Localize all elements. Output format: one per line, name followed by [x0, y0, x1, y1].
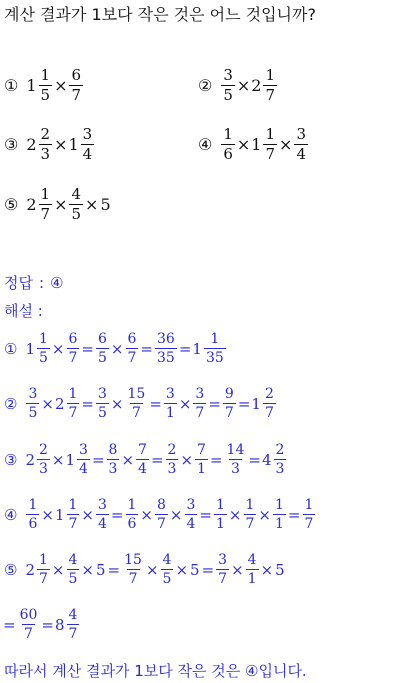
numerator: 3	[79, 442, 88, 458]
denominator: 5	[68, 571, 78, 587]
denominator: 5	[162, 571, 172, 587]
fraction	[273, 498, 286, 531]
times-sign: ×	[228, 505, 242, 524]
numerator: 7	[197, 442, 206, 458]
equals-sign: =	[248, 450, 261, 469]
equals-sign: =	[209, 450, 223, 469]
equals-sign: =	[199, 505, 212, 524]
fraction	[67, 332, 80, 365]
numerator: 1	[28, 497, 38, 513]
denominator: 7	[24, 626, 33, 642]
denominator: 4	[138, 461, 147, 477]
mixed-whole: 2	[25, 450, 35, 469]
times-sign: ×	[140, 505, 153, 524]
option-1	[4, 68, 84, 103]
equals-sign: =	[110, 505, 124, 524]
item-number: ⑤	[4, 560, 18, 579]
denominator: 6	[28, 516, 38, 532]
denominator: 7	[68, 405, 78, 421]
numerator: 1	[39, 331, 48, 347]
solution-3	[4, 443, 287, 476]
solution-2	[4, 387, 277, 420]
fraction	[122, 553, 144, 586]
fraction	[39, 68, 53, 103]
denominator: 7	[39, 571, 48, 587]
fraction	[18, 608, 40, 641]
denominator: 3	[39, 461, 48, 477]
numerator: 3	[98, 497, 107, 513]
fraction	[67, 608, 80, 641]
numerator: 2	[40, 125, 51, 143]
fraction	[185, 498, 198, 531]
denominator: 6	[223, 145, 233, 163]
denominator: 7	[224, 405, 234, 421]
fraction	[263, 68, 277, 103]
numerator: 4	[247, 552, 257, 568]
denominator: 7	[40, 205, 51, 223]
times-sign: ×	[180, 450, 194, 469]
solution-4	[4, 498, 316, 531]
answer-value: ④	[50, 273, 64, 292]
times-sign: ×	[110, 394, 124, 413]
times-sign: ×	[54, 135, 68, 154]
numerator: 1	[304, 497, 314, 513]
solution-5	[4, 553, 286, 586]
solution-1	[4, 332, 227, 365]
option-4	[198, 127, 309, 162]
numerator: 1	[265, 125, 276, 143]
question-text: 계산 결과가 1보다 작은 것은 어느 것입니까?	[4, 5, 316, 24]
fraction	[221, 68, 235, 103]
numerator: 15	[127, 386, 146, 402]
times-sign: ×	[51, 560, 65, 579]
option-5	[4, 187, 112, 222]
denominator: 7	[265, 145, 276, 163]
fraction	[161, 553, 174, 586]
numerator: 1	[245, 497, 255, 513]
times-sign: ×	[81, 505, 94, 524]
equals-sign: =	[140, 339, 153, 358]
denominator: 5	[28, 405, 38, 421]
numerator: 1	[210, 331, 220, 347]
numerator: 2	[167, 442, 177, 458]
number: 5	[190, 560, 200, 579]
times-sign: ×	[236, 135, 251, 154]
item-number: ③	[4, 135, 19, 154]
numerator: 3	[296, 125, 306, 143]
numerator: 6	[98, 331, 107, 347]
option-3	[4, 127, 95, 162]
numerator: 6	[68, 331, 78, 347]
denominator: 4	[186, 516, 196, 532]
fraction	[37, 443, 50, 476]
numerator: 6	[71, 66, 82, 84]
denominator: 7	[68, 350, 78, 366]
numerator: 14	[226, 442, 245, 458]
equals-sign: =	[91, 450, 105, 469]
conclusion-text: 따라서 계산 결과가 1보다 작은 것은 ④입니다.	[4, 662, 307, 680]
times-sign: ×	[169, 505, 183, 524]
fraction	[26, 498, 39, 531]
mixed-whole: 1	[26, 76, 37, 95]
times-sign: ×	[85, 195, 99, 214]
denominator: 1	[197, 461, 206, 477]
denominator: 7	[68, 626, 78, 642]
denominator: 6	[127, 516, 137, 532]
denominator: 4	[79, 461, 88, 477]
denominator: 5	[39, 350, 48, 366]
times-sign: ×	[110, 339, 124, 358]
fraction	[77, 443, 90, 476]
number: 5	[275, 560, 285, 579]
fraction	[107, 443, 120, 476]
denominator: 3	[275, 461, 285, 477]
denominator: 4	[82, 145, 93, 163]
equals-sign: =	[178, 339, 192, 358]
fraction	[126, 387, 148, 420]
mixed-whole: 2	[54, 394, 65, 413]
numerator: 3	[218, 552, 228, 568]
mixed-whole: 2	[26, 135, 37, 154]
number: 5	[100, 195, 111, 214]
times-sign: ×	[51, 339, 65, 358]
fraction	[303, 498, 316, 531]
numerator: 1	[216, 497, 225, 513]
equals-sign: =	[201, 560, 215, 579]
mixed-whole: 1	[192, 339, 202, 358]
times-sign: ×	[279, 135, 293, 154]
fraction	[126, 498, 139, 531]
denominator: 3	[108, 461, 118, 477]
fraction	[164, 387, 177, 420]
numerator: 1	[127, 497, 137, 513]
fraction	[294, 127, 308, 162]
numerator: 3	[195, 386, 205, 402]
numerator: 9	[224, 386, 234, 402]
denominator: 4	[296, 145, 306, 163]
answer-label: 정답	[4, 274, 33, 292]
fraction	[155, 332, 177, 365]
fraction	[263, 387, 276, 420]
fraction	[274, 443, 287, 476]
fraction	[246, 553, 259, 586]
fraction	[67, 498, 80, 531]
numerator: 1	[40, 185, 51, 203]
denominator: 7	[157, 516, 166, 532]
equals-sign: =	[149, 394, 162, 413]
fraction	[26, 387, 39, 420]
item-number: ①	[4, 339, 18, 358]
mixed-whole: 1	[25, 339, 35, 358]
numerator: 3	[28, 386, 38, 402]
fraction	[221, 127, 235, 162]
denominator: 7	[71, 86, 82, 104]
denominator: 5	[40, 86, 51, 104]
answer-separator: :	[38, 273, 45, 292]
fraction	[136, 443, 149, 476]
fraction	[166, 443, 179, 476]
mixed-whole: 1	[65, 450, 76, 469]
answer-line	[4, 272, 64, 293]
times-sign: ×	[145, 560, 159, 579]
times-sign: ×	[231, 560, 244, 579]
equals-sign: =	[237, 394, 251, 413]
times-sign: ×	[81, 560, 94, 579]
mixed-whole: 2	[25, 560, 35, 579]
denominator: 7	[128, 571, 138, 587]
explanation-label: 해설 :	[4, 302, 43, 320]
times-sign: ×	[178, 394, 192, 413]
numerator: 8	[157, 497, 166, 513]
numerator: 2	[264, 386, 274, 402]
mixed-whole: 4	[261, 450, 272, 469]
solution-5-continued	[2, 608, 80, 641]
fraction	[96, 498, 109, 531]
numerator: 7	[138, 442, 147, 458]
denominator: 1	[216, 516, 225, 532]
denominator: 5	[223, 86, 233, 104]
times-sign: ×	[260, 560, 274, 579]
option-2	[198, 68, 278, 103]
numerator: 1	[40, 66, 51, 84]
fraction	[67, 387, 80, 420]
numerator: 1	[223, 125, 233, 143]
denominator: 7	[304, 516, 314, 532]
fraction	[126, 332, 139, 365]
numerator: 1	[39, 552, 48, 568]
numerator: 3	[98, 386, 107, 402]
times-sign: ×	[54, 195, 68, 214]
item-number: ③	[4, 450, 18, 469]
fraction	[96, 332, 109, 365]
equals-sign: =	[3, 615, 16, 634]
fraction	[67, 553, 80, 586]
mixed-whole: 1	[54, 505, 65, 524]
denominator: 1	[247, 571, 257, 587]
numerator: 1	[275, 497, 284, 513]
fraction	[39, 187, 53, 222]
numerator: 4	[68, 552, 78, 568]
number: 5	[96, 560, 106, 579]
equals-sign: =	[150, 450, 164, 469]
fraction	[39, 127, 53, 162]
denominator: 3	[40, 145, 51, 163]
fraction	[69, 68, 83, 103]
fraction	[81, 127, 95, 162]
numerator: 2	[275, 442, 285, 458]
times-sign: ×	[41, 394, 54, 413]
numerator: 8	[108, 442, 118, 458]
denominator: 1	[165, 405, 175, 421]
times-sign: ×	[51, 450, 65, 469]
numerator: 15	[124, 552, 142, 568]
denominator: 5	[98, 405, 107, 421]
fraction	[193, 387, 206, 420]
equals-sign: =	[81, 339, 94, 358]
numerator: 6	[127, 331, 137, 347]
mixed-whole: 1	[68, 135, 79, 154]
fraction	[69, 187, 83, 222]
fraction	[155, 498, 168, 531]
mixed-whole: 1	[251, 135, 262, 154]
numerator: 1	[265, 66, 276, 84]
fraction	[214, 498, 227, 531]
mixed-whole: 2	[251, 76, 262, 95]
denominator: 3	[231, 461, 240, 477]
denominator: 7	[264, 405, 274, 421]
denominator: 7	[218, 571, 228, 587]
mixed-whole: 1	[251, 394, 261, 413]
denominator: 35	[205, 350, 224, 366]
denominator: 35	[157, 350, 175, 366]
denominator: 7	[245, 516, 255, 532]
numerator: 2	[39, 442, 48, 458]
denominator: 5	[71, 205, 82, 223]
numerator: 4	[71, 185, 82, 203]
fraction	[37, 553, 50, 586]
fraction	[195, 443, 208, 476]
item-number: ④	[4, 505, 18, 524]
times-sign: ×	[121, 450, 135, 469]
item-number: ②	[198, 76, 213, 95]
numerator: 4	[162, 552, 172, 568]
fraction	[263, 127, 277, 162]
fraction	[37, 332, 50, 365]
item-number: ②	[4, 394, 18, 413]
numerator: 3	[165, 386, 175, 402]
equals-sign: =	[81, 394, 94, 413]
item-number: ①	[4, 76, 19, 95]
denominator: 7	[131, 405, 141, 421]
times-sign: ×	[54, 76, 68, 95]
numerator: 36	[157, 331, 175, 347]
numerator: 60	[19, 607, 38, 623]
times-sign: ×	[41, 505, 54, 524]
denominator: 7	[265, 86, 276, 104]
item-number: ⑤	[4, 195, 19, 214]
denominator: 7	[127, 350, 137, 366]
numerator: 1	[68, 497, 78, 513]
mixed-whole: 8	[54, 615, 65, 634]
fraction	[216, 553, 229, 586]
times-sign: ×	[175, 560, 189, 579]
fraction	[225, 443, 247, 476]
numerator: 1	[68, 386, 78, 402]
denominator: 1	[275, 516, 284, 532]
equals-sign: =	[287, 505, 301, 524]
denominator: 4	[98, 516, 107, 532]
fraction	[204, 332, 226, 365]
numerator: 4	[68, 607, 78, 623]
denominator: 7	[68, 516, 78, 532]
fraction	[223, 387, 236, 420]
numerator: 3	[223, 66, 233, 84]
fraction	[96, 387, 109, 420]
fraction	[244, 498, 257, 531]
equals-sign: =	[208, 394, 221, 413]
numerator: 3	[82, 125, 93, 143]
item-number: ④	[198, 135, 213, 154]
times-sign: ×	[236, 76, 251, 95]
mixed-whole: 2	[26, 195, 37, 214]
times-sign: ×	[258, 505, 271, 524]
equals-sign: =	[41, 615, 54, 634]
denominator: 3	[167, 461, 177, 477]
equals-sign: =	[107, 560, 121, 579]
denominator: 5	[98, 350, 107, 366]
numerator: 3	[186, 497, 196, 513]
denominator: 7	[195, 405, 205, 421]
